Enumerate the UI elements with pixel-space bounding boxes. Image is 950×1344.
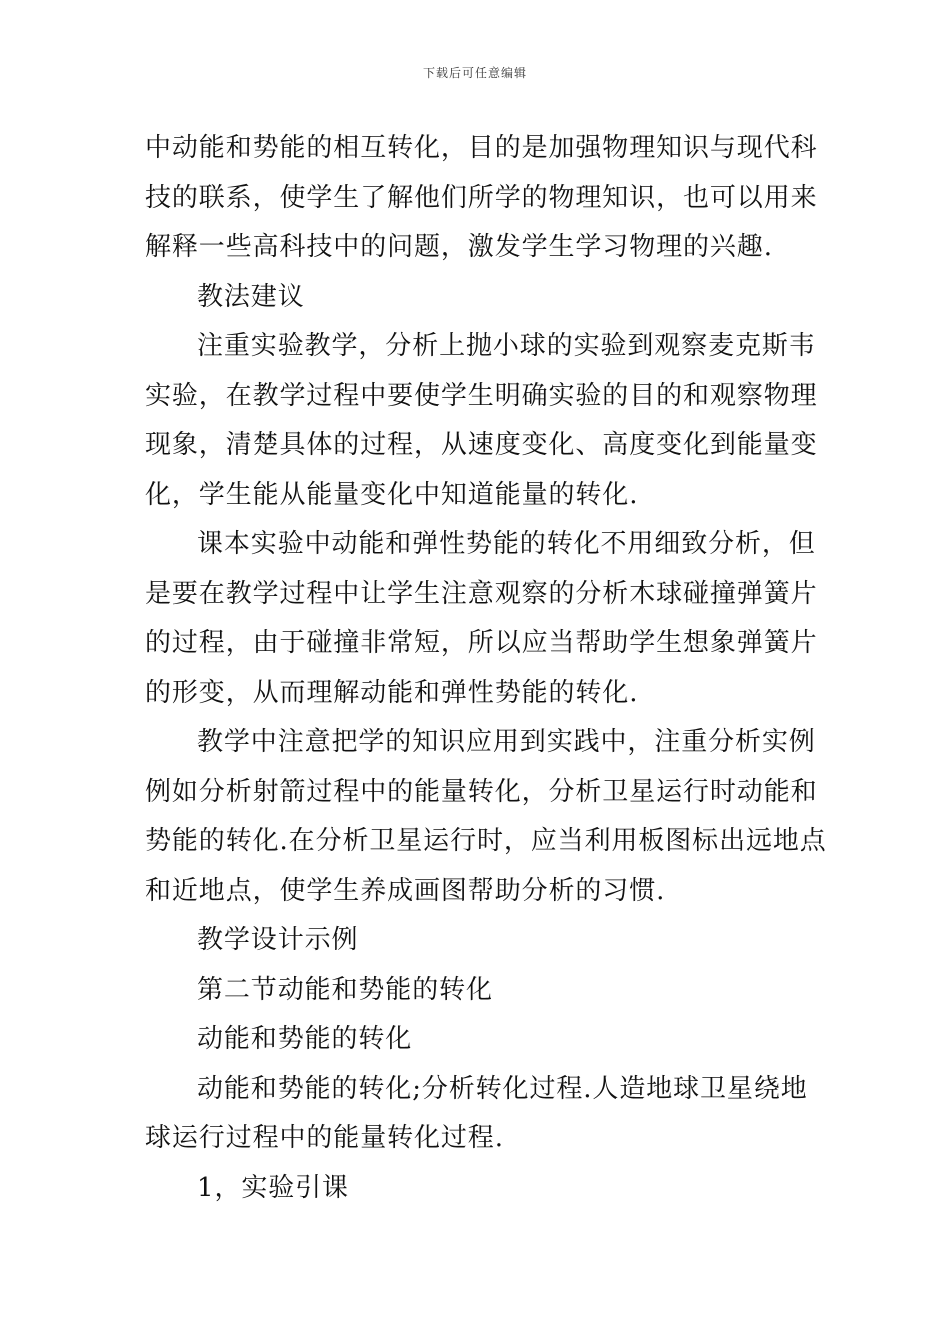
text-line: 技的联系，使学生了解他们所学的物理知识，也可以用来 xyxy=(145,182,818,213)
section-heading: 1，实验引课 xyxy=(197,1172,349,1203)
section-heading: 教法建议 xyxy=(197,281,305,312)
text-line: 化，学生能从能量变化中知道能量的转化. xyxy=(145,479,639,510)
text-line: 实验，在教学过程中要使学生明确实验的目的和观察物理 xyxy=(145,380,818,411)
text-line: 和近地点，使学生养成画图帮助分析的习惯. xyxy=(145,875,666,906)
text-line: 解释一些高科技中的问题，激发学生学习物理的兴趣. xyxy=(145,232,773,262)
text-line: 的过程，由于碰撞非常短，所以应当帮助学生想象弹簧片 xyxy=(145,628,818,658)
section-heading: 教学设计示例 xyxy=(197,925,359,955)
text-line: 现象，清楚具体的过程，从速度变化、高度变化到能量变 xyxy=(145,430,818,460)
text-line: 的形变，从而理解动能和弹性势能的转化. xyxy=(145,677,639,708)
text-line: 动能和势能的转化;分析转化过程.人造地球卫星绕地 xyxy=(197,1073,808,1104)
text-line: 例如分析射箭过程中的能量转化，分析卫星运行时动能和 xyxy=(145,776,818,807)
text-line: 是要在教学过程中让学生注意观察的分析木球碰撞弹簧片 xyxy=(145,578,818,609)
text-line: 势能的转化.在分析卫星运行时，应当利用板图标出远地点 xyxy=(145,826,827,856)
text-line: 中动能和势能的相互转化，目的是加强物理知识与现代科 xyxy=(145,133,818,163)
page-header-note: 下载后可任意编辑 xyxy=(422,66,527,80)
text-line: 教学中注意把学的知识应用到实践中，注重分析实例 xyxy=(197,727,816,757)
document-body xyxy=(145,124,827,1213)
section-heading: 第二节动能和势能的转化 xyxy=(197,974,493,1005)
section-heading: 动能和势能的转化 xyxy=(197,1024,413,1054)
text-line: 球运行过程中的能量转化过程. xyxy=(145,1123,504,1153)
text-line: 课本实验中动能和弹性势能的转化不用细致分析，但 xyxy=(197,529,816,559)
text-line: 注重实验教学，分析上抛小球的实验到观察麦克斯韦 xyxy=(197,331,816,361)
